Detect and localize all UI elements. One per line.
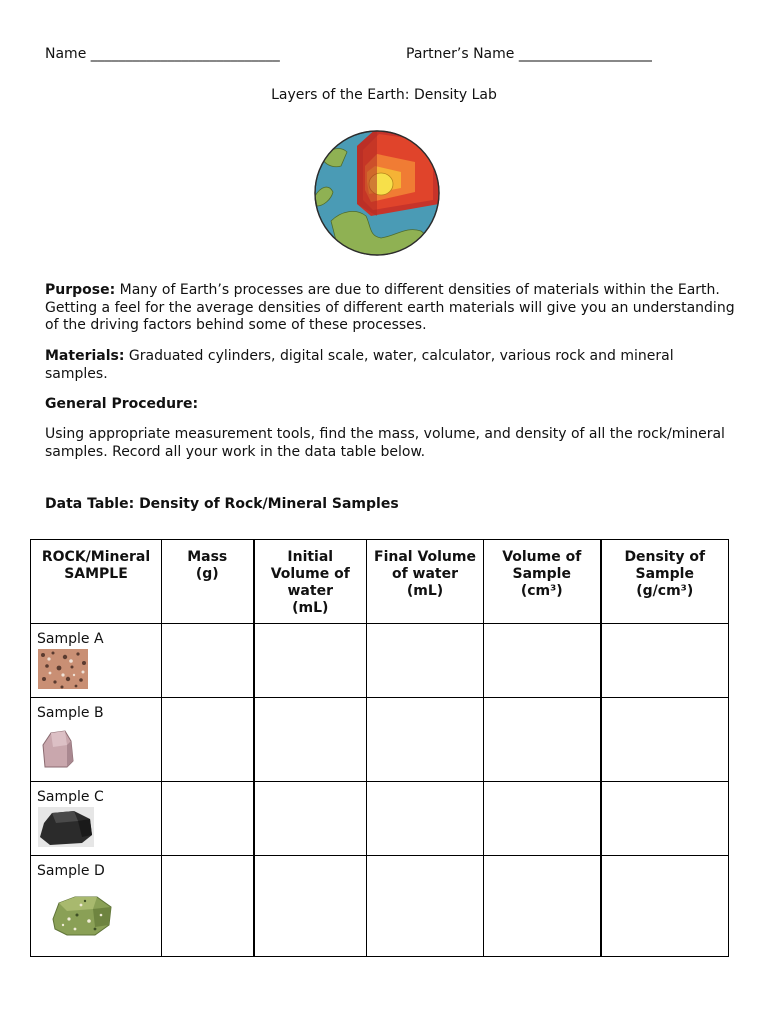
procedure-heading: General Procedure:	[45, 396, 199, 412]
column-header-sample: ROCK/Mineral SAMPLE	[31, 540, 162, 624]
procedure-text: Using appropriate measurement tools, find the mass, volume, and density of all the rock/mineral samples. Record all your work in the data table below.	[45, 426, 725, 460]
page-title: Layers of the Earth: Density Lab	[271, 87, 497, 103]
final-volume-cell[interactable]	[367, 782, 484, 856]
density-cell[interactable]	[601, 624, 729, 698]
sample-volume-cell[interactable]	[484, 782, 601, 856]
materials-label: Materials:	[45, 348, 125, 364]
earth-layers-cutaway-icon	[311, 126, 443, 260]
column-header-density: Density of Sample (g/cm³)	[601, 540, 729, 624]
name-label: Name	[45, 46, 87, 62]
column-header-final-volume: Final Volume of water (mL)	[367, 540, 484, 624]
table-row-sample-c	[31, 782, 729, 856]
purpose-label: Purpose:	[45, 282, 116, 298]
materials-text: Graduated cylinders, digital scale, water, calculator, various rock and mineral samples.	[45, 348, 674, 382]
mass-cell[interactable]	[162, 698, 254, 782]
green-rock-sample-icon	[49, 889, 115, 941]
final-volume-cell[interactable]	[367, 698, 484, 782]
name-blank[interactable]: ___________________________	[90, 46, 280, 62]
sample-cell	[31, 624, 162, 698]
density-cell[interactable]	[601, 782, 729, 856]
sample-label: Sample A	[37, 631, 104, 647]
pink-mineral-sample-icon	[37, 727, 87, 771]
density-cell[interactable]	[601, 856, 729, 957]
column-header-initial-volume: Initial Volume of water (mL)	[254, 540, 367, 624]
table-row-sample-a	[31, 624, 729, 698]
partner-name-field[interactable]	[406, 46, 652, 62]
initial-volume-cell[interactable]	[254, 782, 367, 856]
sample-cell	[31, 698, 162, 782]
column-header-sample-volume: Volume of Sample (cm³)	[484, 540, 601, 624]
partner-name-blank[interactable]: ___________________	[518, 46, 652, 62]
sample-label: Sample D	[37, 863, 105, 879]
granite-sample-icon	[38, 649, 88, 689]
table-row-sample-b	[31, 698, 729, 782]
mass-cell[interactable]	[162, 782, 254, 856]
table-header-row	[31, 540, 729, 624]
partner-name-label: Partner’s Name	[406, 46, 515, 62]
sample-volume-cell[interactable]	[484, 624, 601, 698]
initial-volume-cell[interactable]	[254, 624, 367, 698]
name-field[interactable]	[45, 46, 280, 62]
mass-cell[interactable]	[162, 624, 254, 698]
sample-volume-cell[interactable]	[484, 698, 601, 782]
density-data-table	[30, 539, 729, 957]
black-rock-sample-icon	[38, 807, 94, 847]
initial-volume-cell[interactable]	[254, 856, 367, 957]
sample-cell	[31, 782, 162, 856]
column-header-mass: Mass (g)	[162, 540, 254, 624]
sample-volume-cell[interactable]	[484, 856, 601, 957]
purpose-text: Many of Earth’s processes are due to different densities of materials within the Earth. Getting a feel for the average densities of different earth materials will give you an understanding of the driving factors behind some of these processes.	[45, 282, 735, 333]
density-cell[interactable]	[601, 698, 729, 782]
initial-volume-cell[interactable]	[254, 698, 367, 782]
sample-label: Sample B	[37, 705, 104, 721]
table-title: Data Table: Density of Rock/Mineral Samples	[45, 496, 399, 512]
sample-cell	[31, 856, 162, 957]
sample-label: Sample C	[37, 789, 104, 805]
materials-paragraph	[45, 348, 735, 383]
final-volume-cell[interactable]	[367, 624, 484, 698]
mass-cell[interactable]	[162, 856, 254, 957]
table-row-sample-d	[31, 856, 729, 957]
final-volume-cell[interactable]	[367, 856, 484, 957]
purpose-paragraph	[45, 282, 735, 335]
